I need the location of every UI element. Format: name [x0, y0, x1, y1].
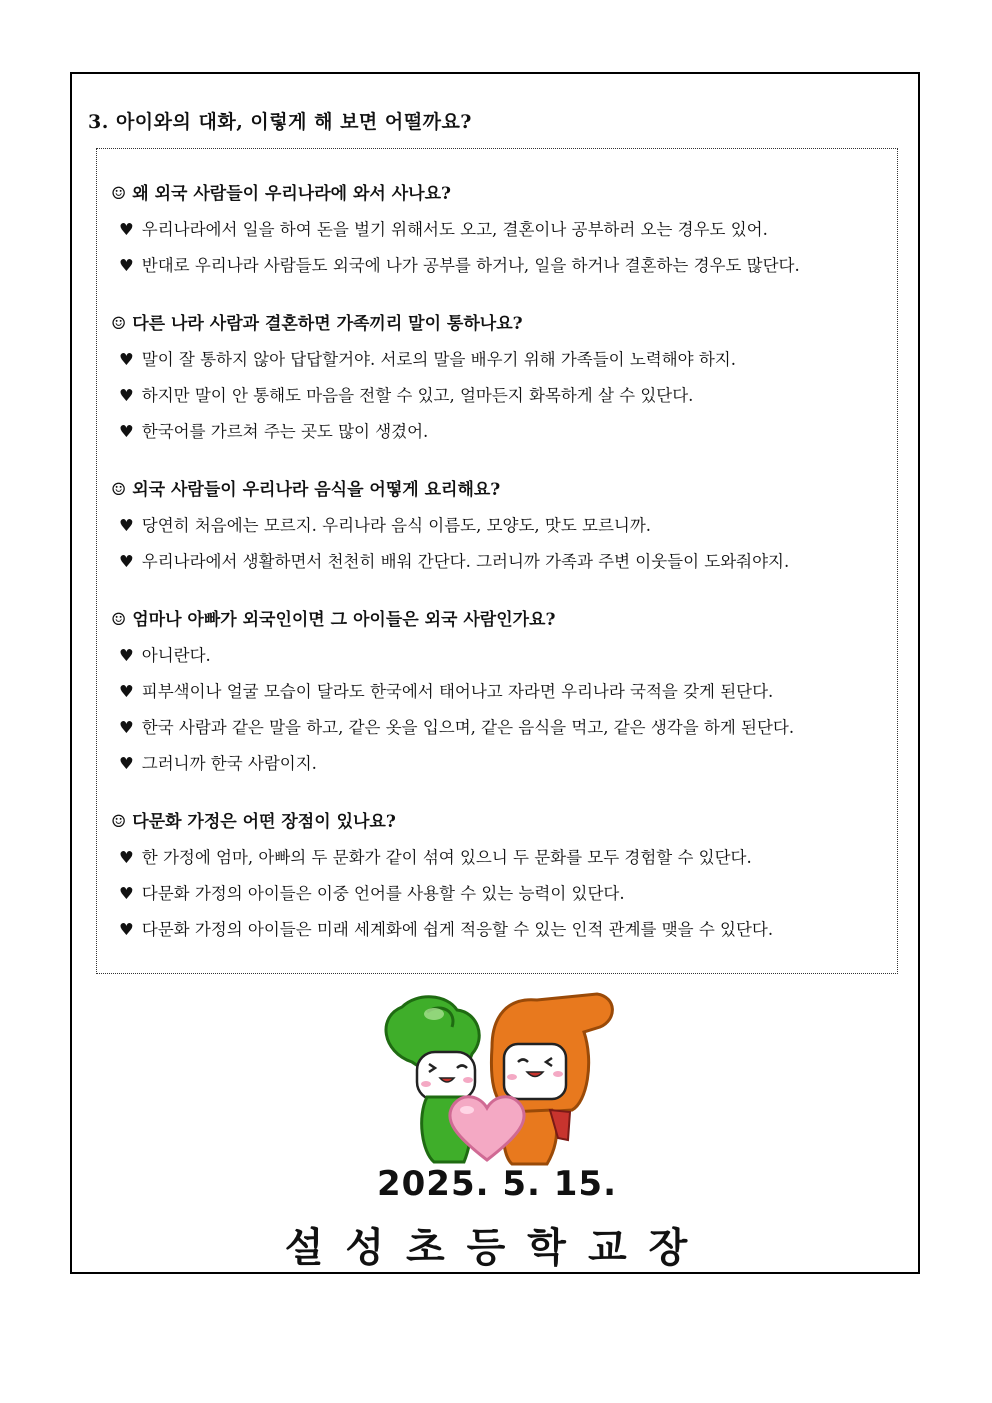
heart-icon: ♥	[119, 920, 134, 939]
qa-box	[96, 148, 898, 974]
question: ☺ 외국 사람들이 우리나라 음식을 어떻게 요리해요?	[111, 480, 501, 500]
heart-icon: ♥	[119, 754, 134, 773]
heart-icon: ♥	[119, 848, 134, 867]
heart-icon: ♥	[119, 386, 134, 405]
smile-icon: ☺	[111, 480, 127, 500]
answer: ♥ 그러니까 한국 사람이지.	[119, 754, 317, 773]
question: ☺ 다문화 가정은 어떤 장점이 있나요?	[111, 812, 396, 832]
qa-item	[111, 176, 897, 284]
heart-icon: ♥	[119, 884, 134, 903]
answer: ♥ 당연히 처음에는 모르지. 우리나라 음식 이름도, 모양도, 맛도 모르니까.	[119, 516, 652, 535]
heart-icon: ♥	[119, 718, 134, 737]
smile-icon: ☺	[111, 184, 127, 204]
document-date: 2025. 5. 15.	[376, 1164, 618, 1204]
question: ☺ 다른 나라 사람과 결혼하면 가족끼리 말이 통하나요?	[111, 314, 523, 334]
answer: ♥ 반대로 우리나라 사람들도 외국에 나가 공부를 하거나, 일을 하거나 결혼하는 경우도 많단다.	[119, 256, 800, 275]
qa-item	[111, 472, 897, 580]
heart-icon: ♥	[119, 646, 134, 665]
answer: ♥ 우리나라에서 생활하면서 천천히 배워 간단다. 그러니까 가족과 주변 이웃들이 도와줘야지.	[119, 552, 790, 571]
qa-item	[111, 602, 897, 782]
school-principal-signature: 설성초등학교장	[284, 1225, 710, 1271]
qa-item	[111, 804, 897, 948]
heart-icon: ♥	[119, 682, 134, 701]
answer: ♥ 아니란다.	[119, 646, 211, 665]
document-frame	[70, 72, 920, 1274]
qa-item	[111, 306, 897, 450]
heart-icon: ♥	[119, 516, 134, 535]
heart-icon: ♥	[119, 220, 134, 239]
answer: ♥ 말이 잘 통하지 않아 답답할거야. 서로의 말을 배우기 위해 가족들이 노력해야 하지.	[119, 350, 736, 369]
answer: ♥ 우리나라에서 일을 하여 돈을 벌기 위해서도 오고, 결혼이나 공부하러 오는 경우도 있어.	[119, 220, 768, 239]
answer: ♥ 한국어를 가르쳐 주는 곳도 많이 생겼어.	[119, 422, 429, 441]
answer: ♥ 피부색이나 얼굴 모습이 달라도 한국에서 태어나고 자라면 우리나라 국적을 갖게 된단다.	[119, 682, 774, 701]
heart-icon: ♥	[119, 422, 134, 441]
answer: ♥ 다문화 가정의 아이들은 미래 세계화에 쉽게 적응할 수 있는 인적 관계를 맺을 수 있단다.	[119, 920, 774, 939]
question: ☺ 엄마나 아빠가 외국인이면 그 아이들은 외국 사람인가요?	[111, 610, 556, 630]
school-mascots-holding-heart-icon	[372, 992, 622, 1172]
answer: ♥ 한국 사람과 같은 말을 하고, 같은 옷을 입으며, 같은 음식을 먹고, 같은 생각을 하게 된단다.	[119, 718, 795, 737]
answer: ♥ 한 가정에 엄마, 아빠의 두 문화가 같이 섞여 있으니 두 문화를 모두 경험할 수 있단다.	[119, 848, 752, 867]
section-title: 3. 아이와의 대화, 이렇게 해 보면 어떨까요?	[88, 111, 472, 133]
heart-icon: ♥	[119, 350, 134, 369]
smile-icon: ☺	[111, 812, 127, 832]
answer: ♥ 다문화 가정의 아이들은 이중 언어를 사용할 수 있는 능력이 있단다.	[119, 884, 625, 903]
heart-icon: ♥	[119, 256, 134, 275]
smile-icon: ☺	[111, 314, 127, 334]
smile-icon: ☺	[111, 610, 127, 630]
answer: ♥ 하지만 말이 안 통해도 마음을 전할 수 있고, 얼마든지 화목하게 살 수 있단다.	[119, 386, 694, 405]
heart-icon: ♥	[119, 552, 134, 571]
question: ☺ 왜 외국 사람들이 우리나라에 와서 사나요?	[111, 184, 451, 204]
